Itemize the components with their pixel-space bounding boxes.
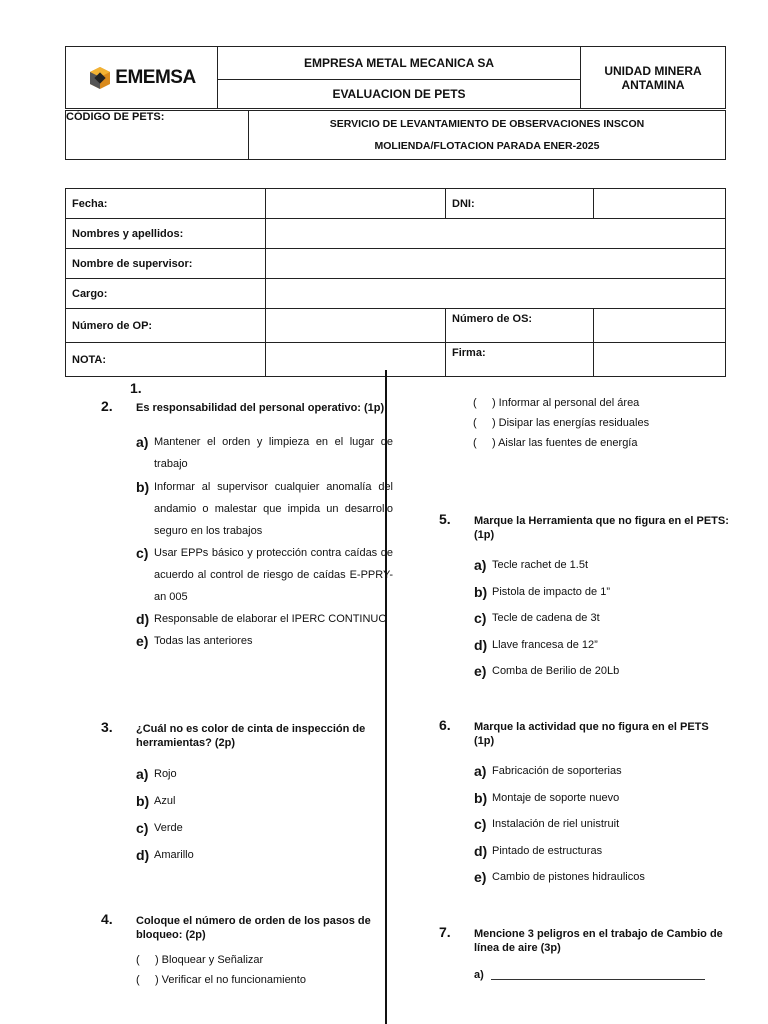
logo-cell bbox=[66, 47, 218, 109]
option-text: Azul bbox=[154, 795, 176, 807]
pets-code-label: CÓDIGO DE PETS: bbox=[66, 111, 249, 160]
question-4-number: 4. bbox=[101, 911, 113, 927]
document-title: EVALUACION DE PETS bbox=[218, 79, 581, 108]
order-blank: ( ) bbox=[473, 437, 496, 449]
blocking-step-2[interactable] bbox=[136, 970, 376, 990]
question-3-options bbox=[136, 761, 376, 869]
option-letter: e) bbox=[136, 633, 149, 649]
logo-icon bbox=[87, 65, 113, 91]
supervisor-field[interactable] bbox=[266, 249, 726, 279]
blocking-step-4[interactable] bbox=[473, 413, 723, 433]
mining-unit bbox=[581, 47, 726, 109]
supervisor-label: Nombre de supervisor: bbox=[66, 249, 266, 279]
option-letter: b) bbox=[136, 479, 150, 495]
fecha-label: Fecha: bbox=[66, 189, 266, 219]
question-2-options bbox=[136, 431, 393, 652]
order-blank: ( ) bbox=[473, 397, 496, 409]
option-2b[interactable] bbox=[136, 476, 393, 542]
option-text: Rojo bbox=[154, 768, 177, 780]
question-7-text: Mencione 3 peligros en el trabajo de Cambio de línea de aire (3p) bbox=[474, 928, 723, 954]
option-text: Informar al supervisor cualquier anomalía del andamio o malestar que impida un desarrollo seguro en los trabajos bbox=[154, 481, 393, 537]
order-blank: ( ) bbox=[473, 417, 496, 429]
question-4-items-left bbox=[136, 950, 376, 990]
option-text: Instalación de riel unistruit bbox=[492, 818, 620, 830]
os-label: Número de OS: bbox=[446, 309, 594, 343]
option-letter: c) bbox=[136, 820, 149, 836]
option-letter: e) bbox=[474, 869, 487, 885]
fecha-field[interactable] bbox=[266, 189, 446, 219]
option-text: Tecle de cadena de 3t bbox=[492, 612, 600, 624]
option-3d[interactable] bbox=[136, 842, 376, 869]
option-letter: d) bbox=[474, 842, 488, 859]
option-letter: d) bbox=[474, 636, 488, 653]
option-6a[interactable] bbox=[474, 758, 724, 785]
option-letter: a) bbox=[136, 766, 149, 782]
option-text: Fabricación de soporterias bbox=[492, 765, 622, 777]
op-field[interactable] bbox=[266, 309, 446, 343]
unit-line-2: ANTAMINA bbox=[621, 77, 685, 92]
question-2-number: 2. bbox=[101, 398, 113, 414]
company-logo bbox=[72, 65, 211, 91]
nombres-field[interactable] bbox=[266, 219, 726, 249]
option-letter: a) bbox=[136, 434, 149, 450]
option-letter: b) bbox=[136, 793, 150, 809]
question-4-text: Coloque el número de orden de los pasos de bloqueo: (2p) bbox=[136, 915, 371, 941]
option-letter: e) bbox=[474, 663, 487, 679]
firma-field[interactable] bbox=[594, 343, 726, 377]
step-text: Informar al personal del área bbox=[498, 397, 640, 409]
step-text: Disipar las energías residuales bbox=[498, 417, 650, 429]
option-letter: a) bbox=[474, 763, 487, 779]
question-3-number: 3. bbox=[101, 719, 113, 735]
question-6-options bbox=[474, 758, 724, 891]
option-text: Pistola de impacto de 1” bbox=[492, 585, 611, 598]
option-text: Amarillo bbox=[154, 849, 194, 861]
company-name: EMPRESA METAL MECANICA SA bbox=[218, 47, 581, 80]
option-letter: c) bbox=[474, 816, 487, 832]
option-letter: c) bbox=[136, 545, 149, 561]
question-3-text: ¿Cuál no es color de cinta de inspección de herramientas? (2p) bbox=[136, 723, 366, 749]
question-6-number: 6. bbox=[439, 717, 451, 733]
option-text: Pintado de estructuras bbox=[492, 844, 603, 857]
service-line-1: SERVICIO DE LEVANTAMIENTO DE OBSERVACIONES INSCON bbox=[329, 118, 645, 130]
question-1-number: 1. bbox=[130, 380, 142, 396]
logo-text: EMEMSA bbox=[115, 66, 196, 88]
question-5-text: Marque la Herramienta que no figura en el PETS: (1p) bbox=[474, 515, 729, 541]
service-description bbox=[249, 111, 726, 160]
dni-field[interactable] bbox=[594, 189, 726, 219]
option-3a[interactable] bbox=[136, 761, 376, 788]
option-letter: b) bbox=[474, 583, 488, 600]
option-text: Usar EPPs básico y protección contra caídas de acuerdo al control de riesgo de caídas E-PPRY-an 005 bbox=[154, 547, 393, 603]
question-5-options bbox=[474, 552, 724, 685]
question-6-text: Marque la actividad que no figura en el PETS (1p) bbox=[474, 721, 709, 747]
dni-label: DNI: bbox=[446, 189, 594, 219]
nombres-label: Nombres y apellidos: bbox=[66, 219, 266, 249]
option-text: Todas las anteriores bbox=[154, 635, 253, 647]
op-label: Número de OP: bbox=[66, 309, 266, 343]
option-6b[interactable] bbox=[474, 785, 724, 812]
question-7-number: 7. bbox=[439, 924, 451, 940]
option-text: Llave francesa de 12” bbox=[492, 638, 598, 651]
option-text: Verde bbox=[154, 822, 183, 834]
question-5-number: 5. bbox=[439, 511, 451, 527]
option-letter: d) bbox=[136, 847, 150, 863]
option-3b[interactable] bbox=[136, 788, 376, 815]
option-letter: a) bbox=[474, 557, 487, 573]
option-text: Mantener el orden y limpieza en el lugar de trabajo bbox=[154, 436, 393, 470]
firma-label: Firma: bbox=[446, 343, 594, 377]
option-letter: d) bbox=[136, 611, 150, 627]
answer-a-label: a) bbox=[474, 969, 484, 981]
option-5d[interactable] bbox=[474, 632, 724, 659]
option-6e[interactable] bbox=[474, 864, 724, 891]
cargo-field[interactable] bbox=[266, 279, 726, 309]
blocking-step-5[interactable] bbox=[473, 433, 723, 453]
blocking-step-1[interactable] bbox=[136, 950, 376, 970]
nota-label: NOTA: bbox=[66, 343, 266, 377]
option-text: Tecle rachet de 1.5t bbox=[492, 559, 589, 571]
option-5a[interactable] bbox=[474, 552, 724, 579]
option-5b[interactable] bbox=[474, 579, 724, 606]
cargo-label: Cargo: bbox=[66, 279, 266, 309]
option-2a[interactable] bbox=[136, 431, 393, 475]
step-text: Verificar el no funcionamiento bbox=[161, 974, 306, 986]
nota-field[interactable] bbox=[266, 343, 446, 377]
blocking-step-3[interactable] bbox=[473, 393, 723, 413]
step-text: Bloquear y Señalizar bbox=[161, 954, 264, 966]
option-2e[interactable] bbox=[136, 630, 393, 652]
header-table bbox=[65, 46, 726, 109]
os-field[interactable] bbox=[594, 309, 726, 343]
option-text: Comba de Berilio de 20Lb bbox=[492, 665, 620, 677]
order-blank: ( ) bbox=[136, 954, 159, 966]
step-text: Aislar las fuentes de energía bbox=[498, 437, 638, 449]
question-4-items-right bbox=[473, 393, 723, 453]
option-letter: b) bbox=[474, 789, 488, 806]
unit-line-1: UNIDAD MINERA bbox=[604, 63, 702, 78]
option-5c[interactable] bbox=[474, 605, 724, 632]
pets-code-table bbox=[65, 110, 726, 160]
option-3c[interactable] bbox=[136, 815, 376, 842]
option-6c[interactable] bbox=[474, 811, 724, 838]
option-2c[interactable] bbox=[136, 542, 393, 608]
option-letter: c) bbox=[474, 610, 487, 626]
question-2-text: Es responsabilidad del personal operativo: (1p) bbox=[136, 402, 385, 414]
student-info-table bbox=[65, 188, 726, 377]
answer-a-line[interactable] bbox=[491, 979, 705, 980]
option-6d[interactable] bbox=[474, 838, 724, 865]
service-line-2: MOLIENDA/FLOTACION PARADA ENER-2025 bbox=[374, 140, 600, 152]
option-text: Montaje de soporte nuevo bbox=[492, 791, 620, 804]
option-text: Cambio de pistones hidraulicos bbox=[492, 871, 645, 883]
option-text: Responsable de elaborar el IPERC CONTINUO bbox=[154, 613, 387, 625]
order-blank: ( ) bbox=[136, 974, 159, 986]
option-2d[interactable] bbox=[136, 608, 393, 630]
option-5e[interactable] bbox=[474, 658, 724, 685]
